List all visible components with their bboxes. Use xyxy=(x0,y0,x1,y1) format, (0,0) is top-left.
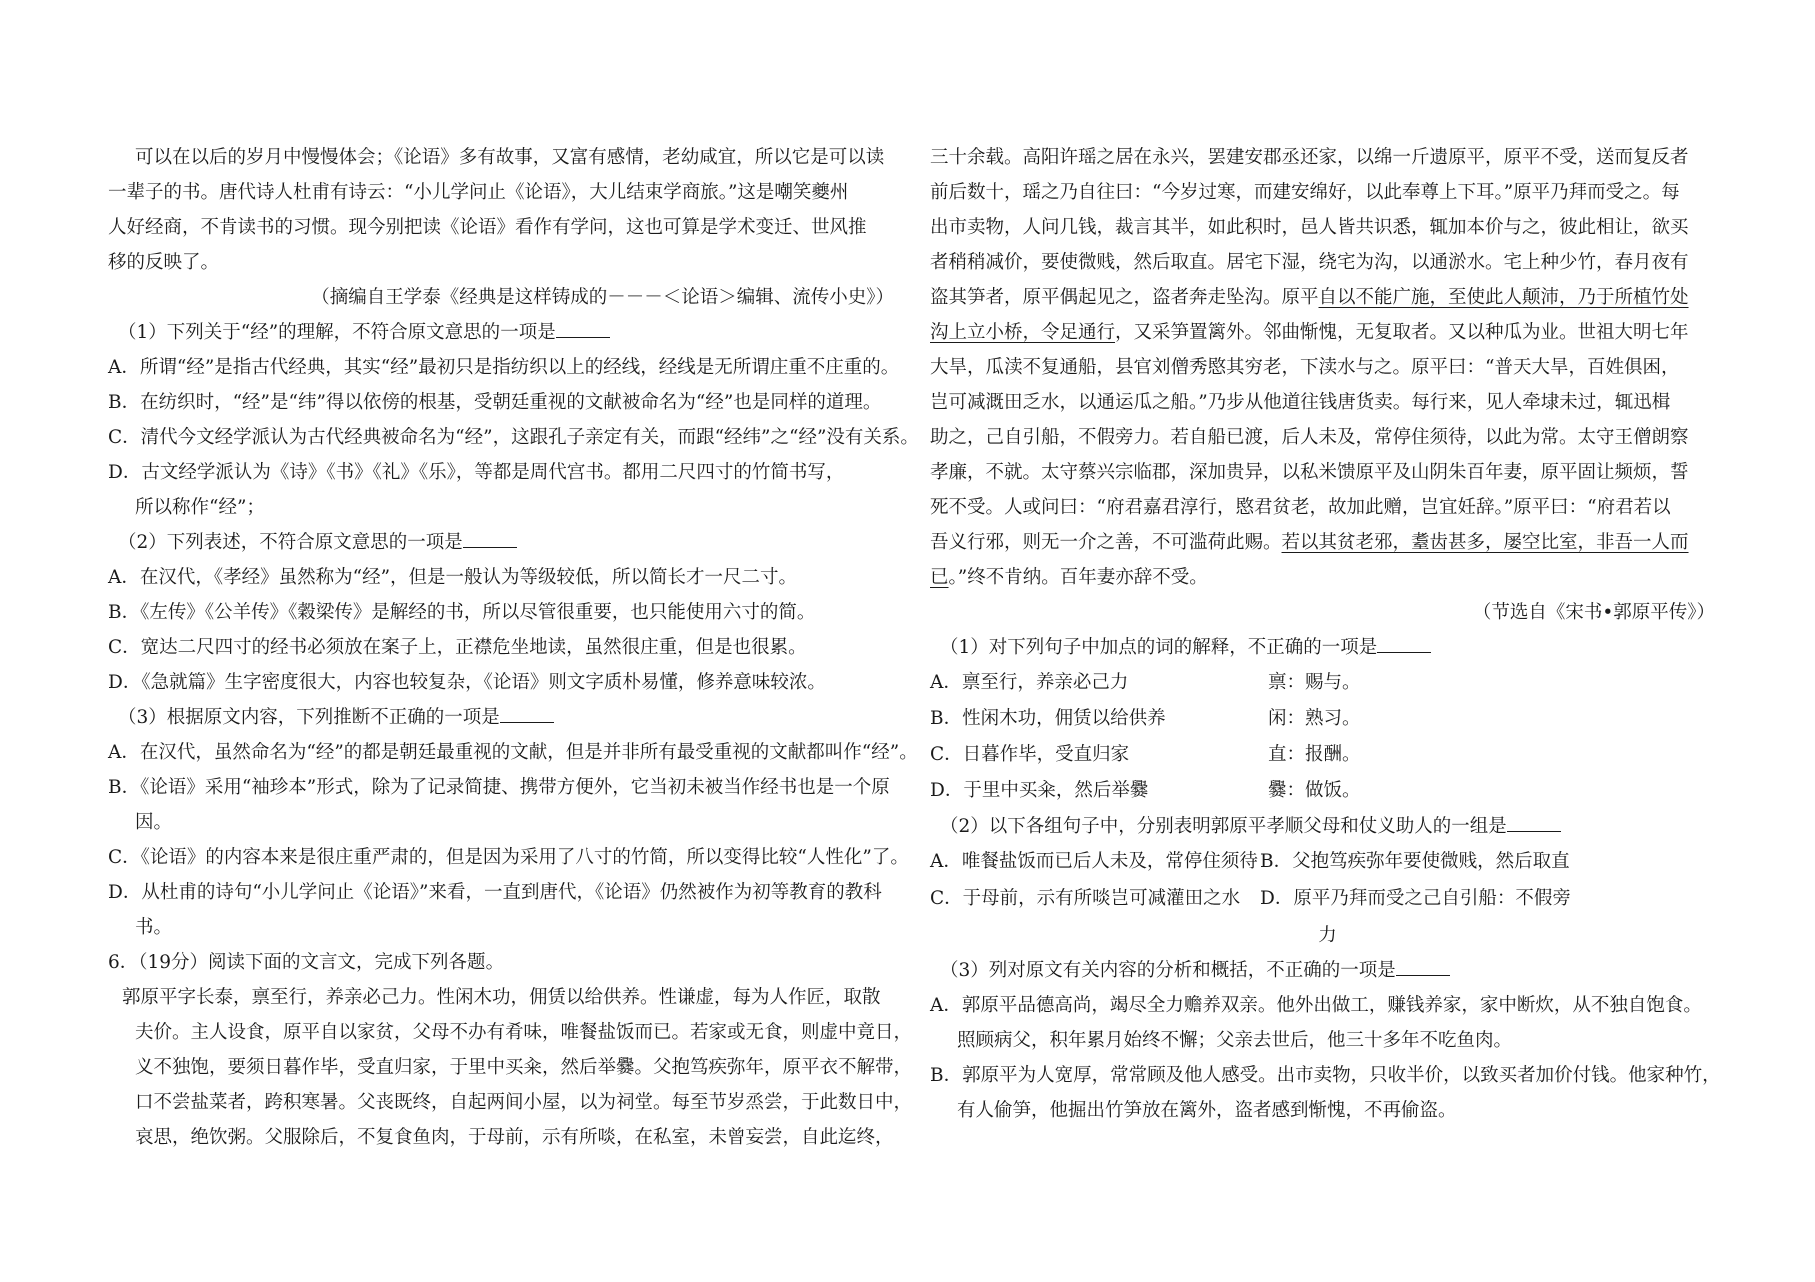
q1-option-d[interactable] xyxy=(930,773,1725,809)
left-column xyxy=(108,140,919,1155)
q2-option-c[interactable]: C．宽达二尺四寸的经书必须放在案子上，正襟危坐地读，虽然很庄重，但是也很累。 xyxy=(108,637,807,658)
option-text: A．禀至行，养亲必己力 xyxy=(930,672,1129,693)
classical-line: 孝廉，不就。太守蔡兴宗临郡，深加贵异，以私米馈原平及山阴朱百年妻，原平固让频烦，誓 xyxy=(930,462,1689,483)
passage-line: 移的反映了。 xyxy=(108,252,220,273)
q2-option-b[interactable]: B．父抱笃疾弥年要使微贱，然后取直 xyxy=(1260,851,1570,872)
classical-line xyxy=(930,315,1725,350)
q3-option-b-cont: 因。 xyxy=(135,812,173,833)
answer-blank xyxy=(1507,813,1561,832)
classical-line xyxy=(930,525,1725,560)
q3-option-d-cont: 书。 xyxy=(135,917,173,938)
underlined-sentence: 沟上立小桥，令足通行 xyxy=(930,322,1116,343)
underlined-sentence: 若以其贫老邪，耋齿甚多，屡空比室，非吾一人而 xyxy=(1281,532,1689,553)
classical-line: 者稍稍减价，要使微贱，然后取直。居宅下湿，绕宅为沟，以通淤水。宅上种少竹，春月夜有 xyxy=(930,252,1689,273)
answer-blank xyxy=(1396,957,1450,976)
option-gloss: 闲：熟习。 xyxy=(1268,708,1361,729)
classical-line: 大旱，瓜渎不复通船，县官刘僧秀愍其穷老，下渎水与之。原平曰：“普天大旱，百姓俱困， xyxy=(930,357,1680,378)
plain-text: 吾义行邪，则无一介之善，不可滥荷此赐。 xyxy=(930,532,1282,553)
question-stem-text: （3）列对原文有关内容的分析和概括，不正确的一项是 xyxy=(940,960,1396,981)
passage-line: 可以在以后的岁月中慢慢体会；《论语》多有故事，又富有感情，老幼咸宜，所以它是可以读 xyxy=(135,147,885,168)
q1-option-b[interactable]: B．在纺织时，“经”是“纬”得以依傍的根基，受朝廷重视的文献被命名为“经”也是同样的道理。 xyxy=(108,392,882,413)
option-gloss: 禀：赐与。 xyxy=(1268,672,1361,693)
q1-option-a[interactable] xyxy=(930,665,1725,701)
q3-option-a[interactable]: A．在汉代，虽然命名为“经”的都是朝廷最重视的文献，但是并非所有最受重视的文献都叫作“经”。 xyxy=(108,742,918,763)
question-stem-text: （1）下列关于“经”的理解，不符合原文意思的一项是 xyxy=(118,322,556,343)
q2-option-a[interactable]: A．在汉代，《孝经》虽然称为“经”，但是一般认为等级较低，所以简长才一尺二寸。 xyxy=(108,567,798,588)
q3-option-a-cont: 照顾病父，积年累月始终不懈；父亲去世后，他三十多年不吃鱼肉。 xyxy=(957,1030,1513,1051)
option-text: D．于里中买籴，然后举爨 xyxy=(930,780,1149,801)
passage-line: 人好经商，不肯读书的习惯。现今别把读《论语》看作有学问，这也可算是学术变迁、世风推 xyxy=(108,217,867,238)
question-2-stem xyxy=(108,525,908,560)
classical-line: 哀思，绝饮粥。父服除后，不复食鱼肉，于母前，示有所啖，在私室，未曾妄尝，自此迄终， xyxy=(135,1127,894,1148)
option-gloss: 直：报酬。 xyxy=(1268,744,1361,765)
q1-option-a[interactable]: A．所谓“经”是指古代经典，其实“经”最初只是指纺织以上的经线，经线是无所谓庄重不庄重的。 xyxy=(108,357,900,378)
question-1-stem xyxy=(108,315,908,350)
classical-line: 三十余载。高阳许瑶之居在永兴，罢建安郡丞还家，以绵一斤遗原平，原平不受，送而复反者 xyxy=(930,147,1689,168)
q1-option-d[interactable]: D．古文经学派认为《诗》《书》《礼》《乐》，等都是周代宫书。都用二尺四寸的竹简书写， xyxy=(108,462,845,483)
classical-line xyxy=(930,560,1725,595)
answer-blank xyxy=(463,529,517,548)
question-1-stem xyxy=(930,630,1725,665)
plain-text: 盗其笋者，原平偶起见之，盗者奔走坠沟。原平 xyxy=(930,287,1319,308)
q3-option-b[interactable]: B．郭原平为人宽厚，常常顾及他人感受。出市卖物，只收半价，以致买者加价付钱。他家种竹， xyxy=(930,1065,1721,1086)
classical-line: 夫价。主人设食，原平自以家贫，父母不办有肴味，唯餐盐饭而已。若家或无食，则虚中竟日， xyxy=(135,1022,913,1043)
passage-line: 一辈子的书。唐代诗人杜甫有诗云：“小儿学问止《论语》，大儿结束学商旅。”这是嘲笑夔州 xyxy=(108,182,849,203)
classical-line: 出市卖物，人问几钱，裁言其半，如此积时，邑人皆共识悉，辄加本价与之，彼此相让，欲买 xyxy=(930,217,1689,238)
q2-options-row-2 xyxy=(930,880,1725,918)
q2-options-row-1 xyxy=(930,844,1725,880)
classical-line: 前后数十，瑶之乃自往曰：“今岁过寒，而建安绵好，以此奉尊上下耳。”原平乃拜而受之。每 xyxy=(930,182,1680,203)
answer-blank xyxy=(556,319,610,338)
classical-line: 岂可减溉田乏水，以通运瓜之船。”乃步从他道往钱唐货卖。每行来，见人牵埭未过，辄迅楫 xyxy=(930,392,1671,413)
classical-line: 死不受。人或问曰：“府君嘉君淳行，愍君贫老，故加此赠，岂宜妊辞。”原平曰：“府君若以 xyxy=(930,497,1671,518)
classical-line: 义不独饱，要须日暮作毕，受直归家，于里中买籴，然后举爨。父抱笃疾弥年，原平衣不解带， xyxy=(135,1057,913,1078)
question-stem-text: （1）对下列句子中加点的词的解释，不正确的一项是 xyxy=(940,637,1378,658)
answer-blank xyxy=(1377,634,1431,653)
answer-blank xyxy=(500,704,554,723)
plain-text: 。”终不肯纳。百年妻亦辞不受。 xyxy=(948,567,1208,588)
question-6-title: 6．（19分）阅读下面的文言文，完成下列各题。 xyxy=(108,952,505,973)
question-3-stem xyxy=(930,953,1725,988)
underlined-sentence: 已 xyxy=(930,567,949,588)
q2-option-d[interactable]: D．《急就篇》生字密度很大，内容也较复杂，《论语》则文字质朴易懂，修养意味较浓。 xyxy=(108,672,826,693)
option-text: C．日暮作毕，受直归家 xyxy=(930,744,1130,765)
question-stem-text: （3）根据原文内容，下列推断不正确的一项是 xyxy=(118,707,500,728)
option-text: B．性闲木功，佣赁以给供养 xyxy=(930,708,1166,729)
passage-source: （节选自《宋书•郭原平传》） xyxy=(1472,602,1715,623)
q1-option-b[interactable] xyxy=(930,701,1725,737)
q1-option-d-cont: 所以称作“经”； xyxy=(135,497,265,518)
option-gloss: 爨：做饭。 xyxy=(1268,780,1361,801)
right-column xyxy=(930,140,1725,1128)
question-stem-text: （2）下列表述，不符合原文意思的一项是 xyxy=(118,532,463,553)
passage-source: （摘编自王学泰《经典是这样铸成的－－－＜论语＞编辑、流传小史》） xyxy=(311,287,894,308)
q3-option-d[interactable]: D．从杜甫的诗句“小儿学问止《论语》”来看，一直到唐代，《论语》仍然被作为初等教育的教科 xyxy=(108,882,882,903)
question-2-stem xyxy=(930,809,1725,844)
q3-option-b[interactable]: B．《论语》采用“袖珍本”形式，除为了记录简捷、携带方便外，它当初未被当作经书也是一个原 xyxy=(108,777,890,798)
q2-option-d-cont: 力 xyxy=(1318,925,1337,946)
q1-option-c[interactable] xyxy=(930,737,1725,773)
q2-option-a[interactable]: A．唯餐盐饭而已后人未及，常停住须待 xyxy=(930,851,1258,872)
classical-line: 助之，己自引船，不假旁力。若自船已渡，后人未及，常停住须待，以此为常。太守王僧朗察 xyxy=(930,427,1689,448)
q3-option-a[interactable]: A．郭原平品德高尚，竭尽全力赡养双亲。他外出做工，赚钱养家，家中断炊，从不独自饱食。 xyxy=(930,995,1702,1016)
plain-text: ，又采笋置篱外。邻曲惭愧，无复取者。又以种瓜为业。世祖大明七年 xyxy=(1115,322,1689,343)
classical-line: 口不尝盐菜者，跨积寒暑。父丧既终，自起两间小屋，以为祠堂。每至节岁烝尝，于此数日中， xyxy=(135,1092,913,1113)
question-stem-text: （2）以下各组句子中，分别表明郭原平孝顺父母和仗义助人的一组是 xyxy=(940,816,1507,837)
q2-option-d[interactable]: D．原平乃拜而受之己自引船：不假旁 xyxy=(1260,888,1571,909)
classical-line: 郭原平字长泰，禀至行，养亲必己力。性闲木功，佣赁以给供养。性谦虚，每为人作匠，取散 xyxy=(122,987,881,1008)
q3-option-c[interactable]: C．《论语》的内容本来是很庄重严肃的，但是因为采用了八寸的竹简，所以变得比较“人性化”了。 xyxy=(108,847,909,868)
q2-option-c[interactable]: C．于母前，示有所啖岂可减灌田之水 xyxy=(930,888,1241,909)
question-3-stem xyxy=(108,700,908,735)
q3-option-b-cont: 有人偷笋，他掘出竹笋放在篱外，盗者感到惭愧，不再偷盗。 xyxy=(957,1100,1457,1121)
q2-option-b[interactable]: B．《左传》《公羊传》《穀梁传》是解经的书，所以尽管很重要，也只能使用六寸的简。 xyxy=(108,602,816,623)
q1-option-c[interactable]: C．清代今文经学派认为古代经典被命名为“经”，这跟孔子亲定有关，而跟“经纬”之“经”没有关系。 xyxy=(108,427,919,448)
underlined-sentence: 自以不能广施，至使此人颠沛，乃于所植竹处 xyxy=(1318,287,1689,308)
classical-line xyxy=(930,280,1725,315)
